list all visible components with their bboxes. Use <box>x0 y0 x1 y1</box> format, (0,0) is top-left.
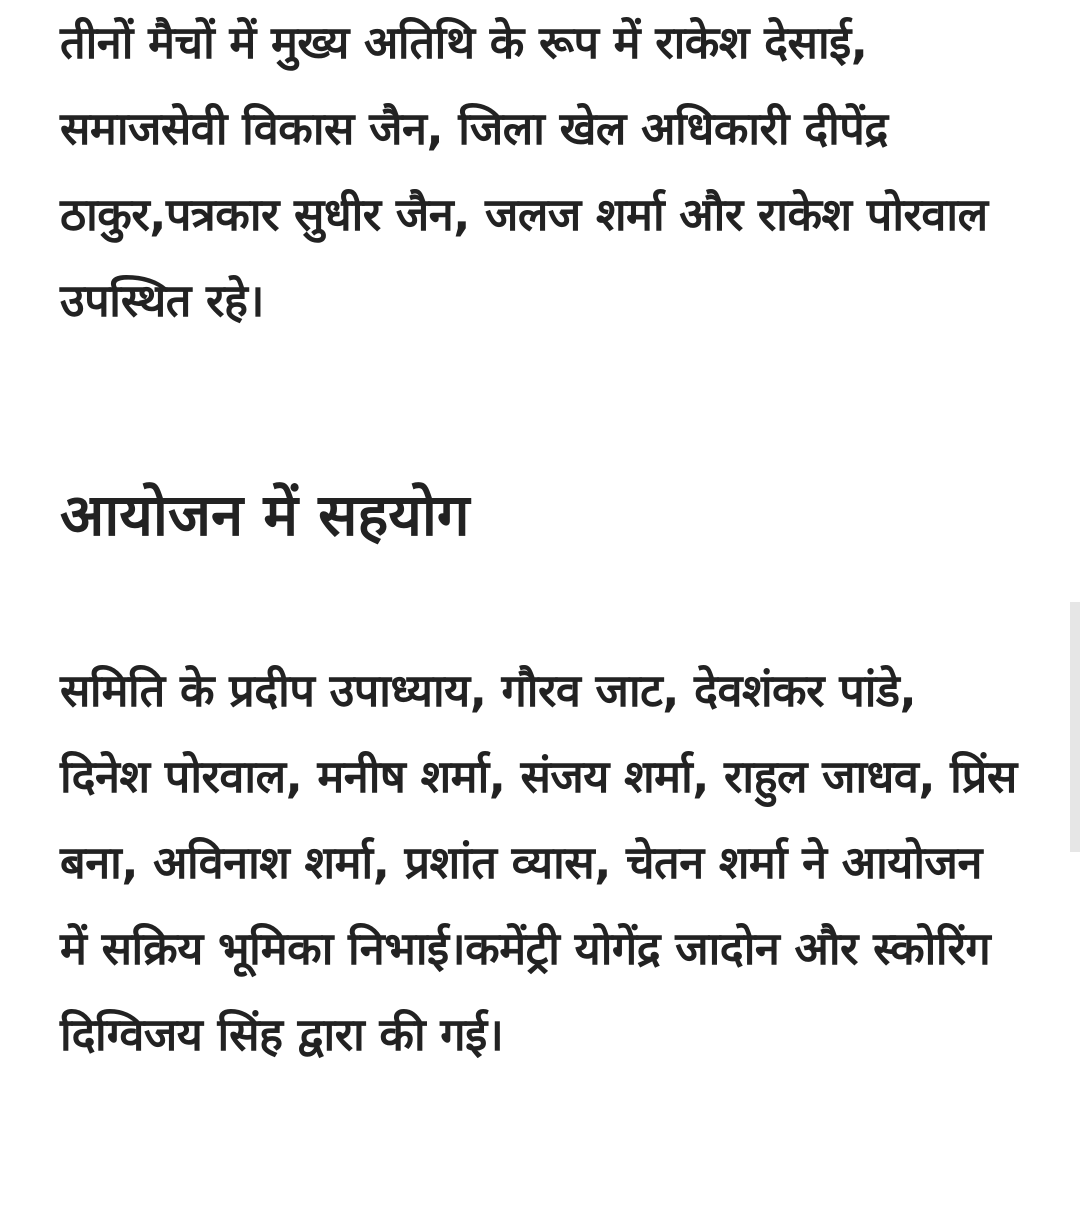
article-paragraph-guests: तीनों मैचों में मुख्य अतिथि के रूप में राकेश देसाई, समाजसेवी विकास जैन, जिला खेल अधिकारी दीपेंद्र ठाकुर,पत्रकार सुधीर जैन, जलज शर्मा और राकेश पोरवाल उपस्थित रहे। <box>60 16 988 327</box>
scrollbar-thumb[interactable] <box>1070 602 1080 852</box>
article-paragraph-organizers: समिति के प्रदीप उपाध्याय, गौरव जाट, देवशंकर पांडे, दिनेश पोरवाल, मनीष शर्मा, संजय शर्मा, राहुल जाधव, प्रिंस बना, अविनाश शर्मा, प्रशांत व्यास, चेतन शर्मा ने आयोजन में सक्रिय भूमिका निभाई।कमेंट्री योगेंद्र जादोन और स्कोरिंग दिग्विजय सिंह द्वारा की गई। <box>60 664 1017 1061</box>
section-heading: आयोजन में सहयोग <box>60 481 470 549</box>
